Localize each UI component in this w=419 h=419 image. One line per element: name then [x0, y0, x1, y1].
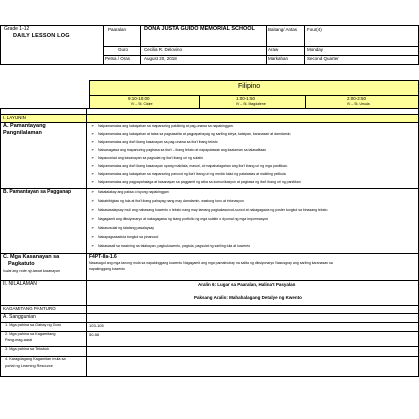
- aralin-title: Aralin 6: Lugar sa Paaralan, Halina't Pasyalan: [198, 282, 296, 287]
- kagamitang-label: 2. Mga pahina sa Kagamitang: [5, 332, 56, 336]
- araw-label: Araw: [268, 47, 279, 52]
- arrow-bullet-icon: ➢: [91, 163, 95, 168]
- karagdagang-label-2: portal ng Learning Resource: [5, 364, 53, 368]
- arrow-bullet-icon: ➢: [91, 234, 95, 239]
- list-item: ➢ Natatalakay ang paksa o isyung napakinggan: [91, 189, 169, 194]
- guro-value: Cecilia R. Delovino: [144, 47, 183, 52]
- kasanayan-label: C. Mga Kasanayan sa: [3, 254, 60, 260]
- kasanayan-code: F4PT-IIa-1.6: [89, 254, 117, 260]
- arrow-bullet-icon: ➢: [91, 131, 95, 136]
- list-item: ➢ Nakabibigkas ng tula at iba't ibang pahayag nang may damdamin, wastong tono at intonasyon: [91, 198, 244, 203]
- gabay-value: 103-105: [89, 323, 104, 328]
- list-item: ➢ Naipamamalas ang pagpapahalaga at kasanayan sa paggamit ng wika sa komunikasyon at pagbasa ng iba't ibang uri ng panitikan: [91, 179, 301, 184]
- guro-label: Guro: [118, 47, 129, 52]
- baitang-label: Baitang/ Antas: [268, 27, 298, 32]
- arrow-bullet-icon: ➢: [91, 198, 95, 203]
- schedule-section-1: IV – St. Claire: [131, 102, 153, 106]
- kasanayan-text: Nasasagot ang mga tanong mula sa napakinggang kuwento Nagagamit ang mga pamatnubay na salita ng diksiyonaryo Nasusgray ang sariling karanasan sa: [89, 261, 333, 265]
- list-item: ➢ Naipamamalas ang iba't ibang kasanayan upang makilala, masuri, at mapahalagahan ang iba't ibang uri ng mga panitikan.: [91, 163, 288, 168]
- kagamitang-value: 50-56: [89, 332, 100, 337]
- arrow-bullet-icon: ➢: [91, 155, 95, 160]
- paksang-aralin: Paksang Aralin: Mahahalagang Detalye ng Kwento: [194, 295, 302, 300]
- arrow-bullet-icon: ➢: [91, 179, 95, 184]
- list-item: ➢ Nakasasalaysay muli ang nabasang kuwento o teksto nang may tamang pagkakasunod-sunod at nakagagawa ng poster tungkol sa binasang teksto: [91, 207, 328, 212]
- petsa-label: Petsa / Oras: [105, 56, 131, 61]
- log-title: DAILY LESSON LOG: [13, 33, 70, 39]
- paaralan-value: DONA JUSTA GUIDO MEMORIAL SCHOOL: [144, 26, 255, 32]
- araw-value: Monday: [307, 47, 324, 52]
- arrow-bullet-icon: ➢: [91, 243, 95, 248]
- list-item: ➢ Nagagamit ang diksiyonaryo at nakagagawa ng isang portfolio ng mga sulatin o dyornal ng mga impormasyon: [91, 216, 269, 221]
- list-item: ➢ Naisasagawa ang mapanuring pagbasa sa iba't – ibang teksto at napapalawak ang kaalaman sa talasalitaan: [91, 147, 267, 152]
- layunin-heading: I. LAYUNIN: [3, 115, 26, 120]
- sanggunian-label: A. Sanggunian: [3, 314, 36, 320]
- kagamitang-panturo-heading: KAGAMITANG PANTURO: [3, 306, 56, 311]
- arrow-bullet-icon: ➢: [91, 147, 95, 152]
- arrow-bullet-icon: ➢: [91, 189, 95, 194]
- nilalaman-heading: II. NILALAMAN: [3, 281, 37, 287]
- arrow-bullet-icon: ➢: [91, 207, 95, 212]
- schedule-time-1: 9:10-10:00: [128, 96, 150, 101]
- markahan-label: Markahan: [268, 56, 289, 61]
- grade-label: Grade 1-12: [4, 26, 30, 32]
- petsa-value: August 20, 2018: [144, 56, 177, 61]
- schedule-section-3: IV – St. Ursula: [347, 102, 370, 106]
- list-item: ➢ Naipamamalas ang kakayahan sa mapanuring panood ng iba't ibang uri ng media tulad ng patalastas at maikling pelikula: [91, 171, 286, 176]
- paaralan-label: Paaralan: [108, 27, 127, 32]
- kasanayan-label-2: Pagkatuto: [8, 261, 35, 267]
- arrow-bullet-icon: ➢: [91, 171, 95, 176]
- arrow-bullet-icon: ➢: [91, 216, 95, 221]
- list-item: ➢ Nakasusulat ng talatang pasalaysay: [91, 225, 155, 230]
- karagdagang-label: 4. Karagdagang Kagamitan mula sa: [5, 357, 66, 361]
- layunin-row-fill: [0, 114, 419, 122]
- baitang-value: Four(4): [307, 27, 322, 32]
- arrow-bullet-icon: ➢: [91, 225, 95, 230]
- list-item: ➢ Nakapagsasadula tungkol sa pinanood: [91, 234, 159, 239]
- schedule-section-2: IV – St. Magdalene: [236, 102, 266, 106]
- arrow-bullet-icon: ➢: [91, 139, 95, 144]
- kagamitang-label-2: Pang-mag-aaral: [5, 338, 33, 342]
- pamantayan-pagganap-label: B. Pamantayan sa Pagganap: [3, 189, 72, 195]
- pamantayang-pangnilalaman-label: A. Pamantayang: [3, 123, 46, 129]
- schedule-time-2: 1:00-1:50: [236, 96, 256, 101]
- kasanayan-note: Isulat ang code ng bawat kasanayan: [3, 269, 60, 273]
- arrow-bullet-icon: ➢: [91, 123, 95, 128]
- list-item: ➢ Naipamamalas ang kakayahan sa mapanuring pakikinig at pag-unawa sa napakinggan.: [91, 123, 234, 128]
- gabay-label: 1. Mga pahina sa Gabay ng Guro: [5, 323, 62, 327]
- list-item: ➢ Nakasasali sa masining na talakayan, pagkukuwento, pagtula, pagsulat ng sariling tula at kuwento: [91, 243, 251, 248]
- teksbuk-label: 3. Mga pahina sa Teksbuk: [5, 347, 50, 351]
- kasanayan-text-2: napakinggang kuwento: [89, 267, 126, 271]
- list-item: ➢ Naipamamalas ang kakayahan at tatas sa pagsasalita at pagpapahayag ng sariling ideya, kaisipan, karanasan at damdamin: [91, 131, 291, 136]
- schedule-time-3: 2:00-2:50: [347, 96, 367, 101]
- list-item: ➢ Napauunlad ang kasanayan sa pagsulat ng iba't ibang uri ng sulatin: [91, 155, 203, 160]
- list-item: ➢ Naipamamalas ang iba't ibang kasanayan sa pag-unawa sa iba't ibang teksto: [91, 139, 218, 144]
- markahan-value: Second Quarter: [307, 56, 339, 61]
- subject-title: Filipino: [238, 83, 261, 90]
- pamantayang-pangnilalaman-label-2: Pangnilalaman: [3, 130, 42, 136]
